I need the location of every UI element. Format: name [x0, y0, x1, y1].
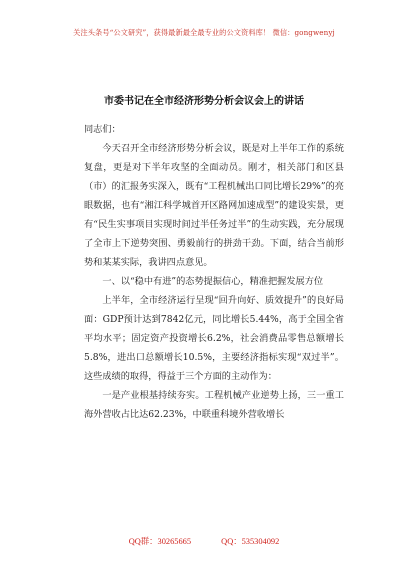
footer-contact	[0, 535, 408, 547]
paragraph-intro: 今天召开全市经济形势分析会议，既是对上半年工作的系统复盘，更是对下半年攻坚的全面动员。刚才，相关部门和区县（市）的汇报务实深入，既有“工程机械出口同比增长29%”的亮眼数据，也有“湘江科学城首开区路网加速成型”的建设实景，更有“民生实事项目实现时间过半任务过半”的生动实践，充分展现了全市上下逆势突围、勇毅前行的拼劲干劲。下面，结合当前形势和某某实际，我讲四点意见。	[84, 143, 344, 268]
paragraph-industry-foundation: 一是产业根基持续夯实。工程机械产业逆势上扬，三一重工海外营收占比达62.23%，中联重科境外营收增长	[84, 390, 344, 420]
page-title: 市委书记在全市经济形势分析会议会上的讲话	[104, 96, 304, 107]
section-heading-1: 一、以“稳中有进”的态势提振信心，精准把握发展方位	[102, 276, 324, 287]
header-note: 关注头条号“公文研究”，获得最新最全最专业的公文资料库！ 微信：gongwenyj	[73, 28, 335, 37]
salutation: 同志们：	[84, 124, 121, 135]
paragraph-economic-overview: 上半年，全市经济运行呈现“回升向好、质效提升”的良好局面：GDP预计达到7842亿元，同比增长5.44%，高于全国全省平均水平；固定资产投资增长6.2%，社会消费品零售总额增长5.8%，进出口总额增长10.5%，主要经济指标实现“双过半”。这些成绩的取得，得益于三个方面的主动作为：	[84, 295, 344, 382]
document-body	[84, 120, 344, 424]
footer-qq-group: QQ群：30265665	[128, 537, 192, 546]
footer-qq: QQ：535304092	[221, 537, 280, 546]
